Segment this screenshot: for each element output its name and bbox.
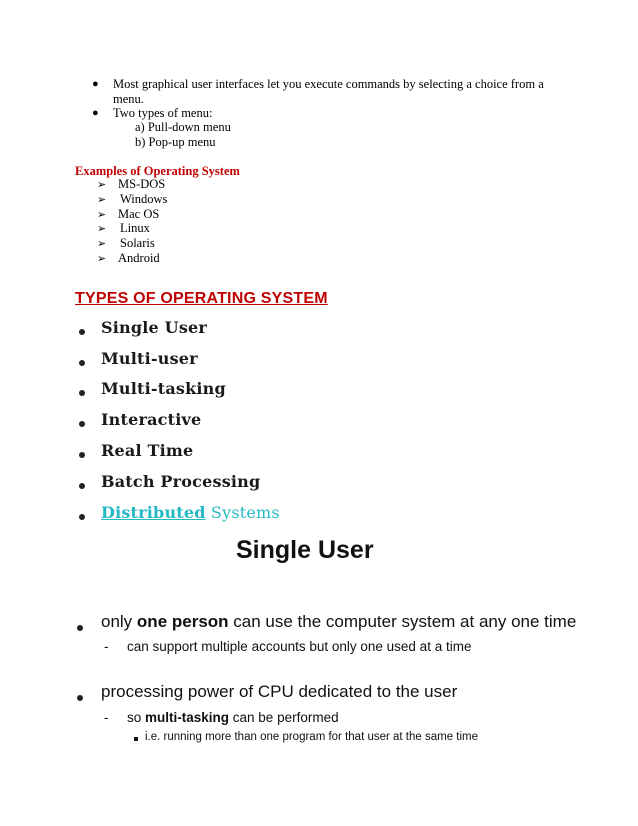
square-bullet-icon [134,737,138,741]
single-user-subpoint-1: can support multiple accounts but only one used at a time [127,639,472,654]
intro-line-3: Two types of menu: [113,106,213,120]
arrow-bullet-icon: ➢ [97,238,107,250]
example-item: MS-DOS [118,177,166,191]
example-item: Linux [120,221,150,235]
dash-icon: - [104,710,109,725]
bullet-icon [77,695,83,701]
type-item: Interactive [101,410,202,429]
type-item: Multi-user [101,349,198,368]
arrow-bullet-icon: ➢ [97,209,107,221]
systems-text: Systems [205,503,280,522]
example-item: Solaris [120,236,155,250]
single-user-point-1: only one person can use the computer system at any one time [101,612,577,631]
example-item: Windows [120,192,168,206]
single-user-point-2: processing power of CPU dedicated to the user [101,682,458,701]
type-item: Multi-tasking [101,379,226,398]
distributed-link[interactable]: Distributed [101,503,206,522]
menu-type-a: a) Pull-down menu [135,120,231,134]
arrow-bullet-icon: ➢ [97,223,107,235]
bullet-icon [79,390,85,396]
example-item: Android [118,251,160,265]
bullet-icon: ● [92,78,99,90]
bullet-icon [79,421,85,427]
dash-icon: - [104,639,109,654]
arrow-bullet-icon: ➢ [97,179,107,191]
bullet-icon [79,514,85,520]
bullet-icon [79,329,85,335]
bullet-icon [79,483,85,489]
examples-title: Examples of Operating System [75,164,240,178]
types-title: TYPES OF OPERATING SYSTEM [75,290,328,307]
arrow-bullet-icon: ➢ [97,194,107,206]
arrow-bullet-icon: ➢ [97,253,107,265]
intro-line-1: Most graphical user interfaces let you execute commands by selecting a choice from a [113,77,544,91]
bullet-icon [77,625,83,631]
type-item: Real Time [101,441,194,460]
bullet-icon [79,360,85,366]
type-item: Single User [101,318,208,337]
single-user-title: Single User [236,536,374,564]
bullet-icon [79,452,85,458]
menu-type-b: b) Pop-up menu [135,135,216,149]
single-user-subpoint-2: so multi-tasking can be performed [127,710,339,725]
example-item: Mac OS [118,207,160,221]
bullet-icon: ● [92,107,99,119]
type-item-distributed [101,503,280,522]
single-user-subsubpoint: i.e. running more than one program for that user at the same time [145,731,479,743]
type-item: Batch Processing [101,472,261,491]
intro-line-2: menu. [113,92,144,106]
